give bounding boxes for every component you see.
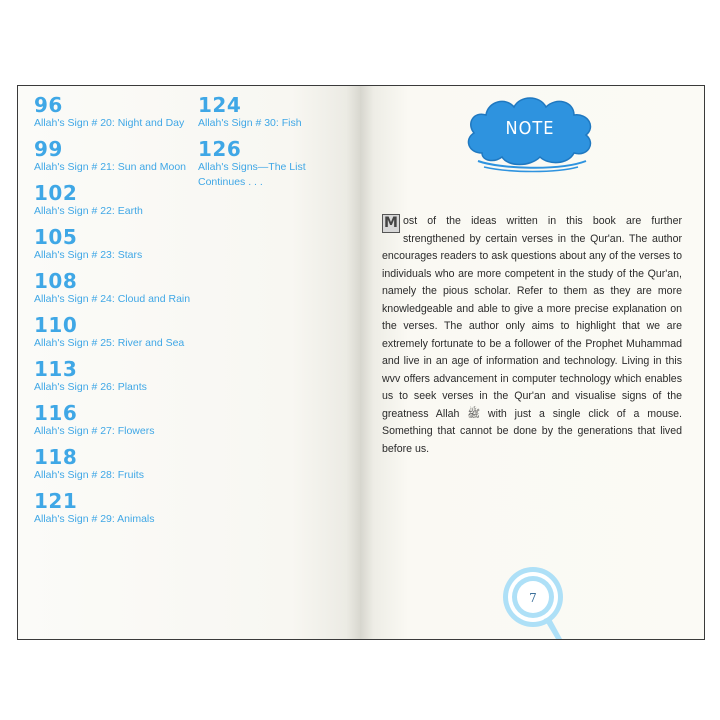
toc-entry [198, 94, 348, 131]
toc-title: Allah's Sign # 24: Cloud and Rain [34, 293, 191, 305]
toc-title: Allah's Sign # 28: Fruits [34, 469, 144, 481]
toc-title: Allah's Sign # 27: Flowers [34, 425, 155, 437]
toc-title: Allah's Signs—The List Continues . . . [198, 161, 306, 188]
toc-entry [34, 94, 194, 131]
note-heading: NOTE [505, 118, 555, 139]
toc-page-number: 126 [198, 137, 242, 161]
toc-page-number: 124 [198, 93, 242, 117]
toc-entry [34, 402, 194, 439]
toc-column-2 [198, 94, 348, 197]
toc-page-number: 105 [34, 225, 78, 249]
page-number: 7 [529, 591, 537, 605]
toc-title: Allah's Sign # 21: Sun and Moon [34, 161, 187, 173]
toc-entry [34, 490, 194, 527]
toc-page-number: 108 [34, 269, 78, 293]
toc-title: Allah's Sign # 23: Stars [34, 249, 143, 261]
toc-page-number: 116 [34, 401, 78, 425]
toc-page-number: 118 [34, 445, 78, 469]
toc-title: Allah's Sign # 20: Night and Day [34, 117, 185, 129]
toc-page-number: 96 [34, 93, 63, 117]
toc-title: Allah's Sign # 30: Fish [198, 117, 302, 129]
book-spread [17, 85, 705, 640]
toc-title: Allah's Sign # 25: River and Sea [34, 337, 185, 349]
note-body [382, 213, 682, 458]
right-page-note [360, 86, 704, 639]
left-page-contents [18, 86, 360, 639]
toc-entry [198, 138, 348, 190]
toc-entry [34, 270, 194, 307]
toc-page-number: 113 [34, 357, 78, 381]
toc-title: Allah's Sign # 26: Plants [34, 381, 147, 393]
toc-entry [34, 226, 194, 263]
toc-page-number: 99 [34, 137, 63, 161]
drop-cap: M [382, 214, 400, 233]
toc-entry [34, 138, 194, 175]
toc-title: Allah's Sign # 22: Earth [34, 205, 143, 217]
toc-entry [34, 314, 194, 351]
toc-page-number: 102 [34, 181, 78, 205]
toc-page-number: 121 [34, 489, 78, 513]
toc-entry [34, 446, 194, 483]
toc-entry [34, 182, 194, 219]
toc-page-number: 110 [34, 313, 78, 337]
note-body-text: ost of the ideas written in this book are further strengthened by certain verses in the Qur'an. The author encourages readers to ask questions about any of the verses to individuals who are more competent in the study of the Qur'an, namely the pious scholar. Refer to them as they are more knowledgeable and able to give a more precise explanation on the verses. The author only aims to highlight that we are extremely fortunate to be a follower of the Prophet Muhammad and live in an age of information and technology. Living in this wvv offers advancement in computer technology which enables us to seek verses in the Qur'an and visualise signs of the greatness Allah ﷺ with just a single click of a mouse. Something that cannot be done by the generations that lived before us. [382, 215, 682, 455]
toc-title: Allah's Sign # 29: Animals [34, 513, 155, 525]
toc-entry [34, 358, 194, 395]
toc-column-1 [34, 94, 194, 534]
